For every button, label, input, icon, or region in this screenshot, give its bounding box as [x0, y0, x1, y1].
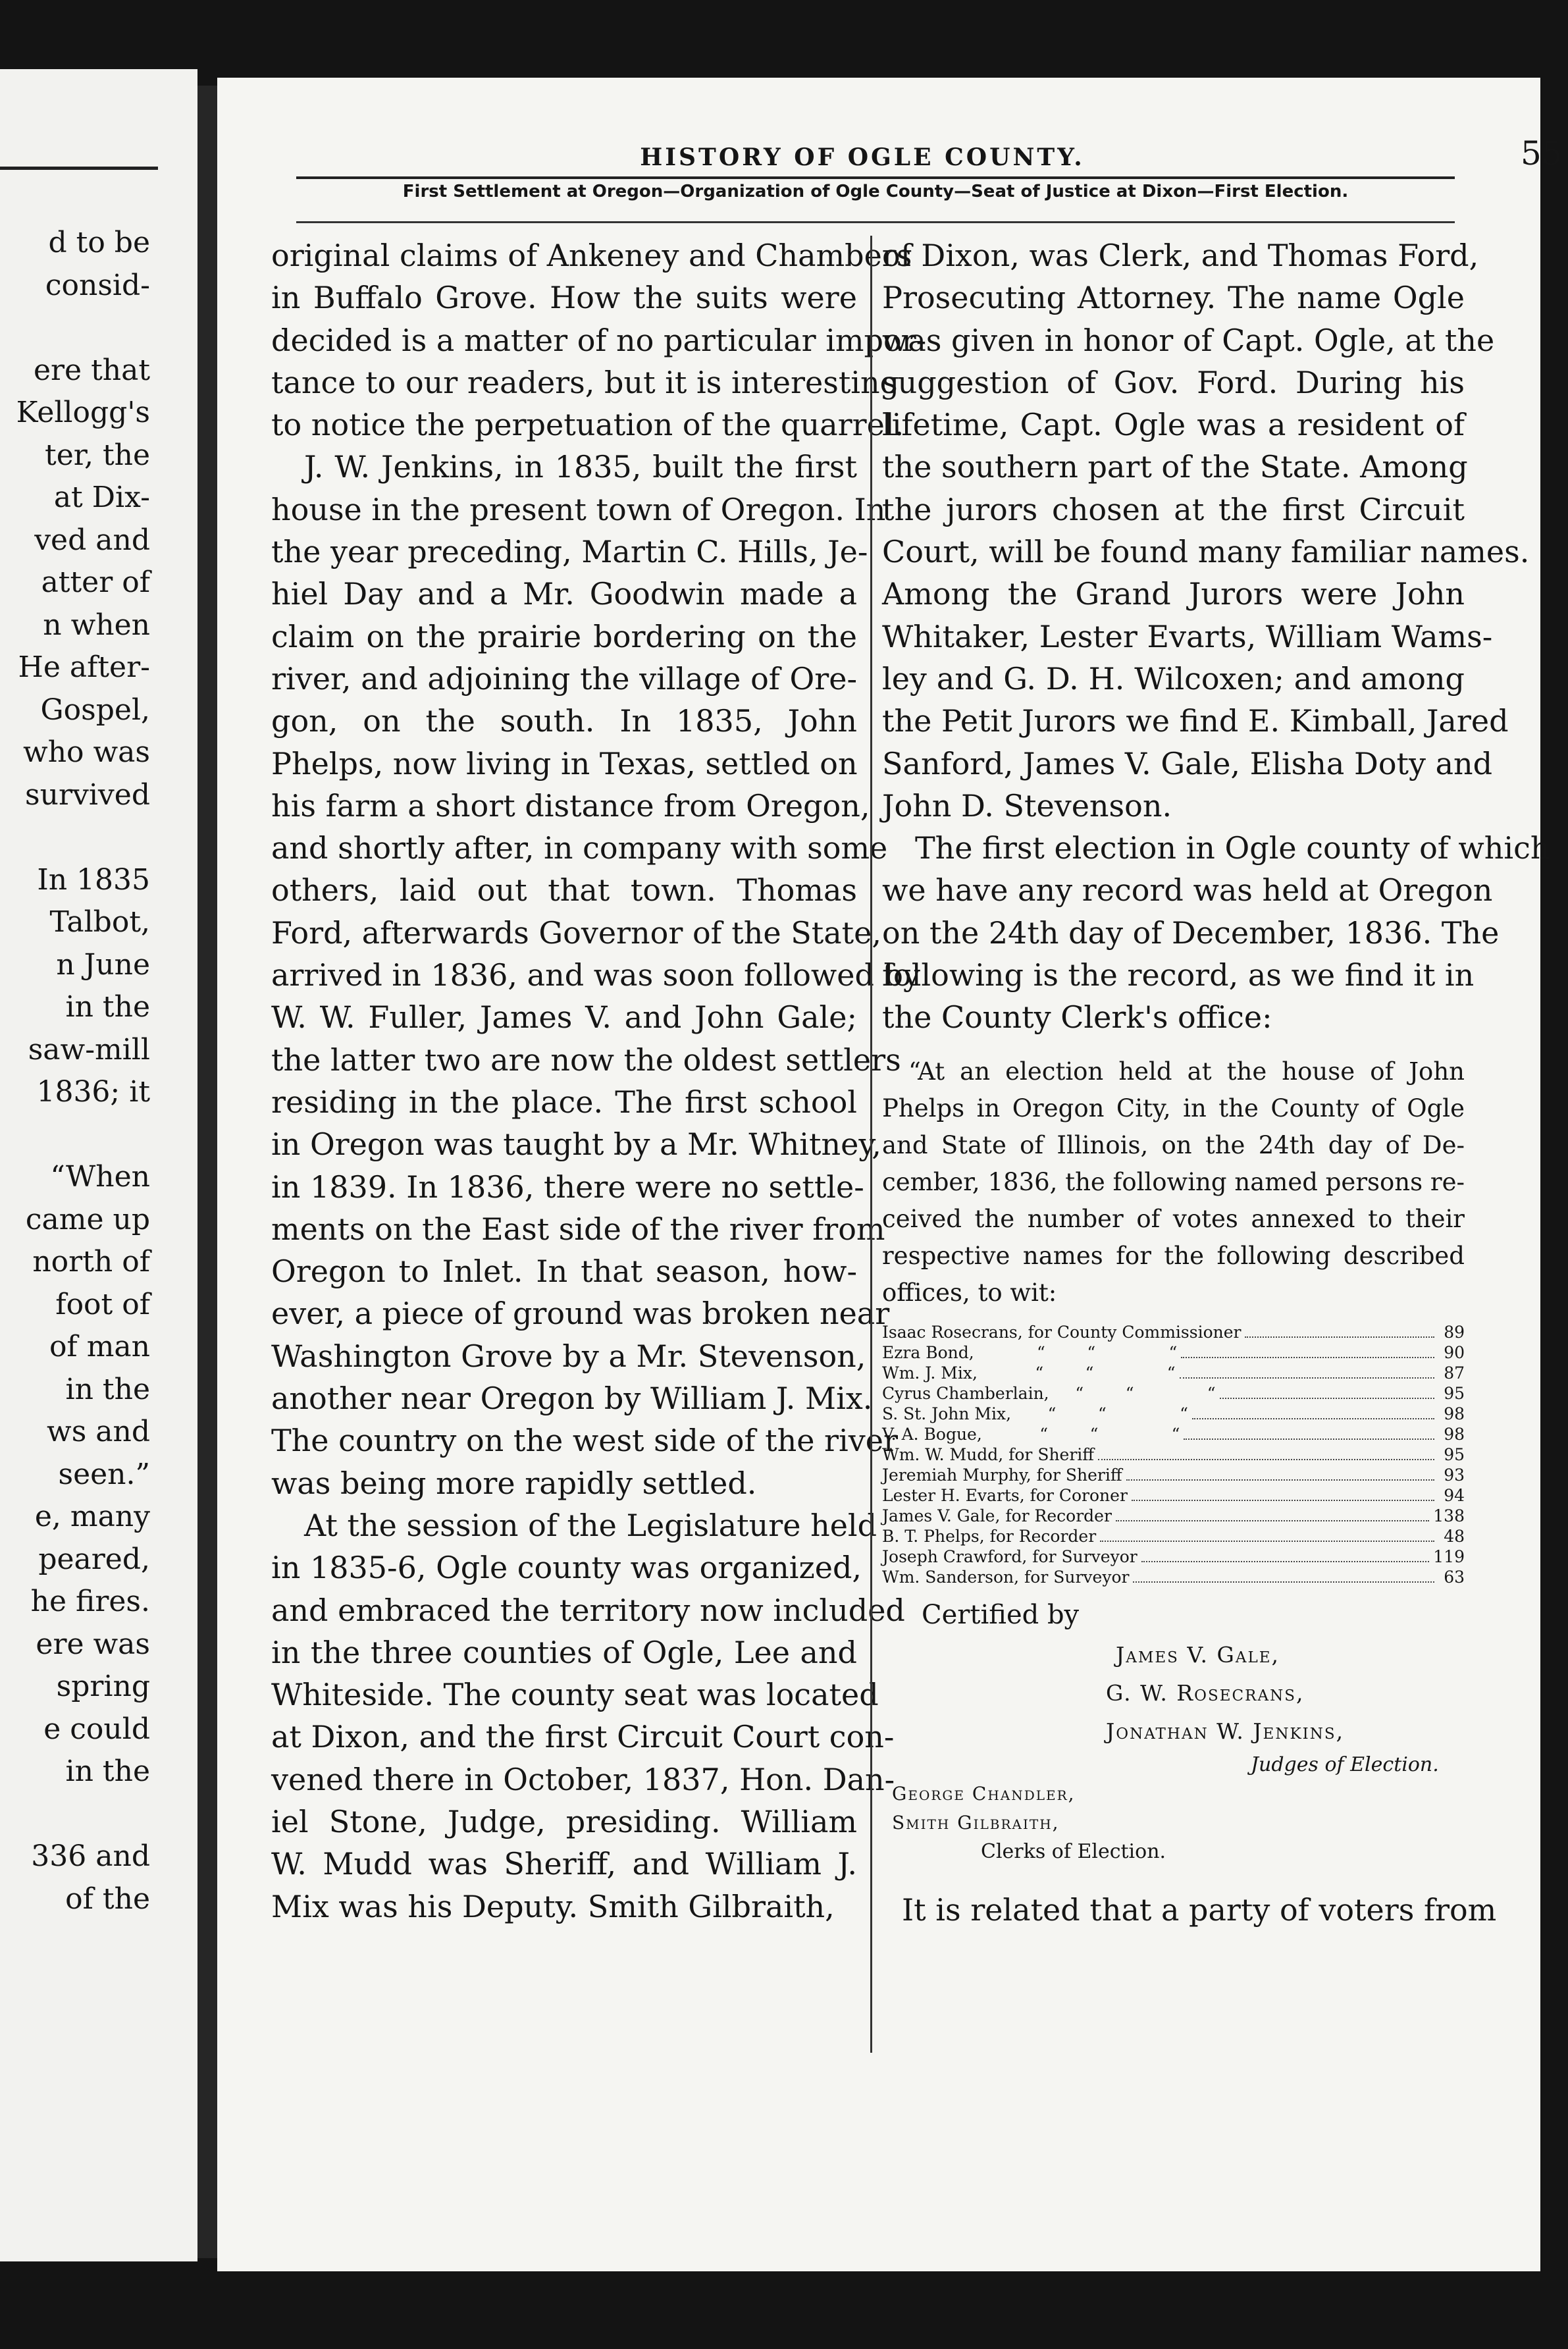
text-line: J. W. Jenkins, in 1835, built the first — [304, 449, 857, 485]
clerk-name: Smith Gilbraith, — [892, 1811, 1060, 1834]
vote-row — [882, 1363, 1465, 1383]
quote-line: offices, to wit: — [882, 1278, 1057, 1307]
facing-page-fragment: Gospel, — [40, 693, 150, 727]
facing-page-fragment: survived — [25, 778, 150, 812]
text-line: the jurors chosen at the first Circuit — [882, 491, 1465, 527]
quote-line: Phelps in Oregon City, in the County of Ogle — [882, 1094, 1465, 1122]
text-line: The country on the west side of the river — [271, 1423, 898, 1459]
candidate-name: Wm. W. Mudd, for Sheriff — [882, 1444, 1095, 1464]
facing-page-fragment: who was — [23, 735, 150, 769]
vote-count: 93 — [1444, 1465, 1465, 1485]
facing-page-fragment: ved and — [34, 523, 150, 557]
facing-page-fragment: Kellogg's — [16, 396, 150, 429]
leader-dots — [1220, 1398, 1434, 1399]
vote-row — [882, 1526, 1465, 1546]
paragraph — [271, 234, 927, 446]
text-line: lifetime, Capt. Ogle was a resident of — [882, 407, 1465, 443]
candidate-name: V. A. Bogue, “ “ “ — [882, 1424, 1180, 1444]
facing-page-fragment: came up — [25, 1202, 150, 1236]
text-line: the County Clerk's office: — [882, 999, 1272, 1036]
facing-page-fragment: ere was — [36, 1627, 150, 1661]
text-line: Whiteside. The county seat was located — [271, 1677, 879, 1713]
text-line: others, laid out that town. Thomas — [271, 872, 857, 909]
facing-page-fragment: He after- — [18, 650, 150, 684]
clerks-label: Clerks of Election. — [981, 1839, 1166, 1863]
vote-row — [882, 1546, 1465, 1567]
judge-name: James V. Gale, — [1116, 1641, 1280, 1668]
election-record-quote — [882, 1053, 1465, 1311]
vote-count: 95 — [1444, 1383, 1465, 1403]
text-line: hiel Day and a Mr. Goodwin made a — [271, 576, 857, 612]
leader-dots — [1100, 1541, 1434, 1542]
quote-line: ceived the number of votes annexed to their — [882, 1204, 1465, 1233]
facing-page-fragment: n when — [43, 608, 150, 642]
text-line: of Dixon, was Clerk, and Thomas Ford, — [882, 238, 1479, 273]
facing-page-fragment: atter of — [41, 566, 150, 599]
vote-row — [882, 1485, 1465, 1506]
text-line: house in the present town of Oregon. In — [271, 491, 886, 527]
candidate-name: S. St. John Mix, “ “ “ — [882, 1404, 1188, 1423]
vote-row — [882, 1404, 1465, 1424]
text-line: original claims of Ankeney and Chambers — [271, 238, 912, 273]
facing-page-fragment: spring — [56, 1670, 150, 1703]
candidate-name: Ezra Bond, “ “ “ — [882, 1342, 1178, 1362]
text-line: gon, on the south. In 1835, John — [271, 703, 857, 739]
column-divider — [870, 236, 872, 2053]
clerk-name: George Chandler, — [892, 1782, 1076, 1805]
candidate-name: Cyrus Chamberlain, “ “ “ — [882, 1383, 1216, 1403]
subhead-rule — [296, 221, 1455, 223]
candidate-name: Lester H. Evarts, for Coroner — [882, 1485, 1128, 1505]
candidate-name: Isaac Rosecrans, for County Commissioner — [882, 1322, 1241, 1342]
quote-line: and State of Illinois, on the 24th day of De- — [882, 1130, 1465, 1159]
facing-page-fragment: d to be — [48, 226, 150, 259]
text-line: and shortly after, in company with some — [271, 830, 888, 866]
paragraph — [882, 827, 1550, 1038]
facing-page-fragment: of the — [65, 1882, 150, 1916]
text-line: suggestion of Gov. Ford. During his — [882, 364, 1465, 400]
book-gutter — [197, 86, 217, 2258]
text-line: Washington Grove by a Mr. Stevenson, — [271, 1338, 866, 1374]
vote-row — [882, 1506, 1465, 1526]
facing-page-fragment: e, many — [34, 1500, 150, 1533]
vote-count: 95 — [1444, 1444, 1465, 1464]
page — [217, 78, 1563, 2271]
text-line: and embraced the territory now included — [271, 1592, 905, 1628]
running-head: HISTORY OF OGLE COUNTY. — [640, 144, 1085, 171]
closing-line: It is related that a party of voters from — [902, 1891, 1497, 1928]
vote-row — [882, 1383, 1465, 1404]
text-line: we have any record was held at Oregon — [882, 872, 1493, 909]
facing-page-rule — [0, 167, 158, 170]
vote-count: 90 — [1444, 1342, 1465, 1362]
candidate-name: Wm. Sanderson, for Surveyor — [882, 1567, 1130, 1587]
leader-dots — [1133, 1581, 1434, 1583]
candidate-name: Jeremiah Murphy, for Sheriff — [882, 1465, 1122, 1485]
judge-name: Jonathan W. Jenkins, — [1106, 1718, 1345, 1744]
right-column — [882, 234, 1550, 1931]
text-line: the Petit Jurors we find E. Kimball, Jared — [882, 703, 1509, 739]
text-line: John D. Stevenson. — [882, 787, 1172, 824]
quote-line: “At an election held at the house of John — [908, 1057, 1465, 1086]
text-line: Oregon to Inlet. In that season, how- — [271, 1254, 857, 1290]
text-line: Ford, afterwards Governor of the State, — [271, 914, 882, 951]
leader-dots — [1184, 1438, 1434, 1440]
quote-line: cember, 1836, the following named persons re- — [882, 1167, 1465, 1196]
text-line: in Oregon was taught by a Mr. Whitney, — [271, 1126, 881, 1163]
text-line: tance to our readers, but it is interesting — [271, 364, 900, 400]
text-line: W. W. Fuller, James V. and John Gale; — [271, 999, 857, 1036]
facing-page-fragment: ter, the — [45, 438, 150, 472]
leader-dots — [1132, 1500, 1434, 1501]
leader-dots — [1192, 1418, 1434, 1419]
facing-page-fragment: ws and — [47, 1415, 150, 1448]
text-line: in Buffalo Grove. How the suits were — [271, 280, 857, 316]
text-line: Sanford, James V. Gale, Elisha Doty and — [882, 745, 1493, 781]
candidate-name: James V. Gale, for Recorder — [882, 1506, 1112, 1525]
text-line: Mix was his Deputy. Smith Gilbraith, — [271, 1888, 835, 1924]
facing-page-fragment: “When — [50, 1160, 150, 1194]
vote-row — [882, 1465, 1465, 1485]
vote-count: 98 — [1444, 1424, 1465, 1444]
vote-count: 94 — [1444, 1485, 1465, 1505]
text-line: Phelps, now living in Texas, settled on — [271, 745, 858, 781]
text-line: was being more rapidly settled. — [271, 1465, 757, 1501]
leader-dots — [1098, 1459, 1434, 1460]
paragraph — [271, 1504, 905, 1928]
vote-count: 138 — [1433, 1506, 1465, 1525]
text-line: Among the Grand Jurors were John — [882, 576, 1465, 612]
paragraph — [271, 446, 920, 1504]
vote-row — [882, 1342, 1465, 1363]
certified-by: Certified by — [922, 1599, 1080, 1630]
text-line: claim on the prairie bordering on the — [271, 618, 857, 654]
page-number: 55 — [1521, 134, 1563, 172]
candidate-name: Wm. J. Mix, “ “ “ — [882, 1363, 1176, 1383]
facing-page-fragment: consid- — [45, 268, 150, 302]
text-line: The first election in Ogle county of which — [915, 830, 1550, 866]
leader-dots — [1141, 1561, 1430, 1562]
facing-page-fragment: foot of — [55, 1287, 150, 1321]
candidate-name: B. T. Phelps, for Recorder — [882, 1526, 1097, 1546]
text-line: ments on the East side of the river from — [271, 1211, 885, 1247]
text-line: decided is a matter of no particular impor- — [271, 322, 927, 358]
text-line: his farm a short distance from Oregon, — [271, 787, 870, 824]
leader-dots — [1181, 1357, 1434, 1358]
facing-page-fragment: n June — [56, 947, 150, 982]
facing-page-fragment: 336 and — [31, 1839, 150, 1873]
facing-page-fragment: in the — [65, 1755, 150, 1788]
text-line: Prosecuting Attorney. The name Ogle — [882, 280, 1465, 316]
candidate-name: Joseph Crawford, for Surveyor — [882, 1546, 1137, 1566]
vote-count: 89 — [1444, 1322, 1465, 1342]
text-line: river, and adjoining the village of Ore- — [271, 660, 857, 697]
facing-page-fragment: peared, — [38, 1542, 150, 1576]
facing-page-fragment: saw-mill — [28, 1032, 150, 1067]
vote-count: 119 — [1433, 1546, 1465, 1566]
leader-dots — [1116, 1520, 1429, 1521]
text-line: was given in honor of Capt. Ogle, at the — [882, 322, 1495, 358]
vote-tally-table — [882, 1322, 1465, 1587]
text-line: in 1839. In 1836, there were no settle- — [271, 1169, 864, 1205]
text-line: Whitaker, Lester Evarts, William Wams- — [882, 618, 1493, 654]
vote-count: 48 — [1444, 1526, 1465, 1546]
leader-dots — [1180, 1377, 1435, 1379]
header-rule — [296, 176, 1455, 179]
right-column-paragraphs — [882, 234, 1550, 1039]
vote-row — [882, 1424, 1465, 1444]
vote-row — [882, 1322, 1465, 1342]
vote-row — [882, 1567, 1465, 1587]
vote-count: 87 — [1444, 1363, 1465, 1383]
facing-page-fragment: he fires. — [30, 1585, 150, 1618]
judges-label: Judges of Election. — [1251, 1753, 1439, 1776]
text-line: another near Oregon by William J. Mix. — [271, 1381, 873, 1417]
facing-page-fragment: in the — [65, 990, 150, 1024]
text-line: the southern part of the State. Among — [882, 449, 1468, 485]
text-line: in the three counties of Ogle, Lee and — [271, 1634, 857, 1670]
text-line: the year preceding, Martin C. Hills, Je- — [271, 534, 868, 570]
text-line: in 1835-6, Ogle county was organized, — [271, 1550, 862, 1586]
text-line: iel Stone, Judge, presiding. William — [271, 1803, 857, 1839]
text-line: the latter two are now the oldest settlers — [271, 1042, 901, 1078]
text-line: ley and G. D. H. Wilcoxen; and among — [882, 660, 1465, 697]
text-line: At the session of the Legislature held — [304, 1507, 877, 1543]
facing-page-fragment: Talbot, — [49, 905, 150, 939]
section-subhead: First Settlement at Oregon—Organization of Ogle County—Seat of Justice at Dixon—First Election. — [402, 182, 1349, 201]
text-line: vened there in October, 1837, Hon. Dan- — [271, 1761, 895, 1797]
facing-page-fragment: ere that — [33, 353, 150, 387]
facing-page-fragment: seen.” — [58, 1457, 150, 1491]
facing-page-fragment: at Dix- — [53, 481, 150, 514]
quote-line: respective names for the following described — [882, 1241, 1465, 1270]
text-line: to notice the perpetuation of the quarrel. — [271, 407, 904, 443]
text-line: following is the record, as we find it in — [882, 957, 1475, 993]
facing-page — [0, 69, 197, 2261]
text-line: ever, a piece of ground was broken near — [271, 1296, 890, 1332]
text-line: W. Mudd was Sheriff, and William J. — [271, 1846, 857, 1882]
text-line: arrived in 1836, and was soon followed by — [271, 957, 920, 993]
leader-dots — [1245, 1336, 1434, 1338]
vote-row — [882, 1444, 1465, 1465]
facing-page-fragment: in the — [65, 1372, 150, 1406]
left-column — [271, 234, 927, 1928]
facing-page-fragment: e could — [43, 1712, 150, 1746]
facing-page-fragment: In 1835 — [37, 862, 150, 897]
text-line: residing in the place. The first school — [271, 1084, 857, 1120]
vote-count: 63 — [1444, 1567, 1465, 1587]
text-line: at Dixon, and the first Circuit Court con- — [271, 1719, 895, 1755]
facing-page-fragment: north of — [32, 1245, 150, 1279]
text-line: Court, will be found many familiar names. — [882, 534, 1530, 570]
text-line: on the 24th day of December, 1836. The — [882, 914, 1500, 951]
paragraph — [882, 234, 1530, 827]
facing-page-fragment: 1836; it — [36, 1075, 150, 1109]
judge-name: G. W. Rosecrans, — [1106, 1679, 1305, 1706]
leader-dots — [1126, 1479, 1434, 1481]
vote-count: 98 — [1444, 1404, 1465, 1423]
facing-page-fragment: of man — [49, 1330, 150, 1363]
